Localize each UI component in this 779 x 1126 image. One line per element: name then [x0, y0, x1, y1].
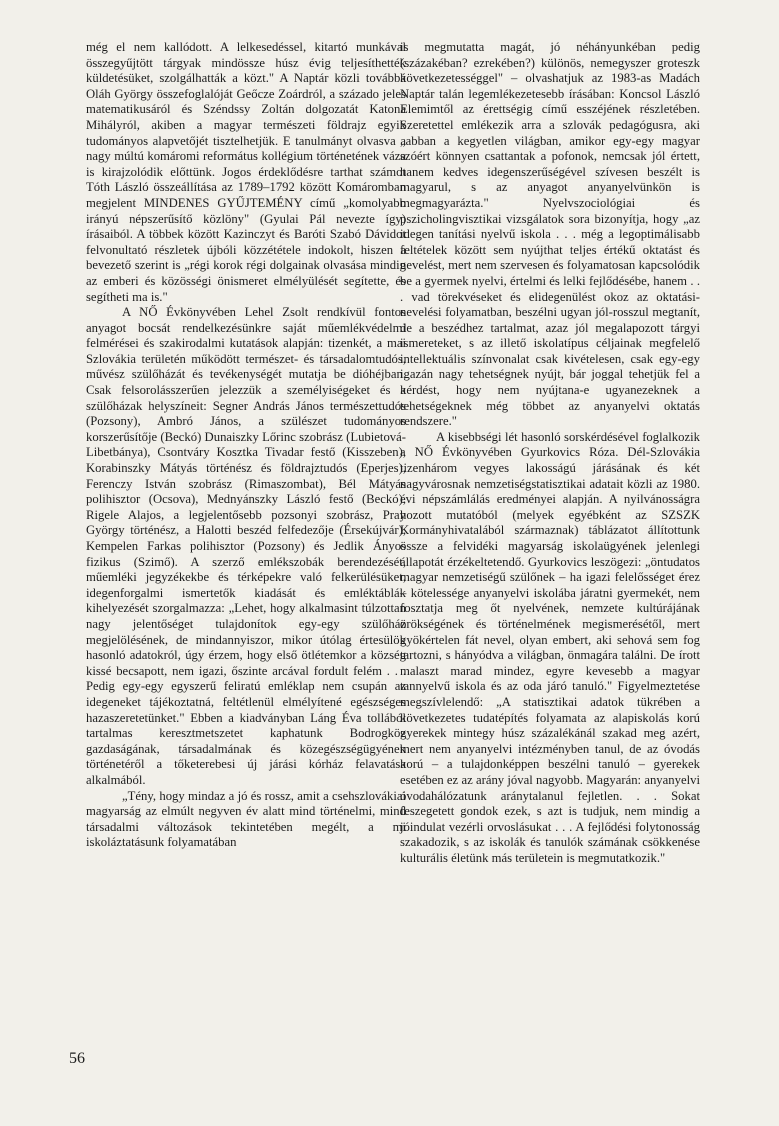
paragraph: még el nem kallódott. A lelkesedéssel, kitartó munkával összegyűjtött tárgyak mindössze húsz évig teljesíthették küldetésüket, szolgálhatták a közt." A Naptár közli továbbá Oláh György összefoglalóját Geőcze Zoárdról, a százado jeles matematikusáról és Széndssy Zoltán dolgozatát Katona Mihályról, akiben a magyar természeti földrajz egyik tudományos alapvetőjét tisztelhetjük. E tanulmányt olvasva a nagy múltú komáromi református kollégium történetének váza is kirajzolódik előttünk. Jogos érdeklődésre tarthat számot Tóth László összeállítása az 1789–1792 között Komáromban megjelent MINDENES GYŰJTEMÉNY című „komolyabb irányú népszerűsítő közlöny" (Gyulai Pál nevezte így) írásaiból. A többek között Kazinczyt és Baróti Szabó Dávidot felvonultató részletek újbóli közzététele indokolt, hiszen a bevezető szerint is „régi korok régi dolgainak olvasása mindig az emberi és közösségi önismeret elmélyülését segítette, és segítheti ma is." [86, 40, 406, 304]
paragraph: A NŐ Évkönyvében Lehel Zsolt rendkívül fontos anyagot bocsát rendelkezésünkre saját műemlékvédelmi felmérései és szakirodalmi kutatások alapján: tizenkét, a mai Szlovákia területén működött természet- és társadalomtudós, művész szülőházát és tevékenységét mutatja be dióhéjban. Csak felsorolásszerűen jelezzük a személyiségeket és a szülőházak helyszíneit: Segner András János természettudós (Pozsony), Ambró János, a szülészet tudományos korszerűsítője (Beckó) Dunaiszky Lőrinc szobrász (Lubietová-Libetbánya), Csontváry Kosztka Tivadar festő (Kisszeben), Korabinszky Mátyás történész és földrajztudós (Eperjes), Ferenczy István szobrász (Rimaszombat), Bél Mátyás polihisztor (Ocsova), Mednyánszky László festő (Beckó), Rigele Alajos, a legjelentősebb pozsonyi szobrász, Pray György történész, a Halotti beszéd felfedezője (Érsekújvár), Kempelen Farkas polihisztor (Pozsony) és Jedlik Ányos fizikus (Szimő). A szerző emlékszobák berendezését, műemléki jegyzékekbe és térképekre való felkerülésüket, idegenforgalmi ismertetők kiadását és emléktáblák kihelyezését szorgalmazza: „Lehet, hogy alkalmasint túlzottan nagy jelentőséget tulajdonítok egy-egy szülőház megjelölésének, de mindannyiszor, mikor útólag értesülök hasonló adatokról, úgy érzem, hogy első ötlétemkor a község kissé becsapott, nem igazi, őszinte arcával fordult felém . . . Pedig egy-egy egyszerű feliratú emléklap nem csupán az idegeneket tájékoztatná, feltétlenül elmélyítené egészséges hazaszeretetünket." Ebben a kiadványban Láng Éva tollából tartalmas keresztmetszetet kaphatunk Bodrogköz gazdaságának, társadalmának és közegészségügyének történetéről a tőketerebesi új járási kórház felavatása alkalmából. [86, 305, 406, 787]
right-column [400, 40, 700, 866]
paragraph: is megmutatta magát, jó néhányunkéban pedig (százakéban? ezrekében?) különös, nemegyszer groteszk következetességgel" – olvashatjuk az 1983-as Madách Naptár talán legemlékezetesebb írásában: Koncsol László Elemimtől az érettségig című esszéjének részletében. Szeretettel emlékezik arra a szlovák pedagógusra, aki „abban a kegyetlen világban, amikor egy-egy magyar szóért könnyen csattantak a pofonok, nemcsak jól értett, hanem kedves idegenszerűségével szívesen beszélt is magyarul, s az anyagot anyanyelvünkön is megmagyarázta." Nyelvszociológiai és pszicholingvisztikai vizsgálatok sora bizonyítja, hogy „az idegen tanítási nyelvű iskola . . . még a legoptimálisabb feltételek között sem nyújthat teljes értékű oktatást és nevelést, mert nem szervesen és folyamatosan kapcsolódik be a gyermek nyelvi, értelmi és lelki fejlődésébe, hanem . . . vad törekvéseket és elidegenülést okoz az oktatási-nevelési folyamatban, beszélni ugyan jól-rosszul megtanít, de a beszédhez tartalmat, azaz jól megalapozott tárgyi ismereteket, s az illető iskolatípus céljainak megfelelő intellektuális színvonalat csak kivételesen, csak egy-egy igazán nagy tehetségnek nyújt, bár joggal tehetjük fel a kérdést, hogy nem nyújtana-e ugyanezeknek a tehetségeknek még többet az anyanyelvi oktatás rendszere." [400, 40, 700, 429]
paragraph: „Tény, hogy mindaz a jó és rossz, amit a csehszlovákiai magyarság az elmúlt negyven év alatt mind történelmi, mind társadalmi változások tekintetében megélt, a mi iskoláztatásunk folyamatában [86, 788, 406, 850]
left-column [86, 40, 406, 851]
page-number: 56 [69, 1050, 85, 1067]
paragraph: A kisebbségi lét hasonló sorskérdésével foglalkozik a NŐ Évkönyvében Gyurkovics Róza. Dél-Szlovákia tizenhárom vegyes lakosságú járásának és két nagyvárosnak nemzetiségstatisztikai adatait közli az 1980. évi népszámlálás eredményei alapján. A nyilvánosságra hozott mutatóból (melyek egyébként az SZSZK Kormányhivatalából származnak) táblázatot állítottunk össze a felvidéki magyarság iskolaügyének jelenlegi állapotát érzékeltetendő. Gyurkovics leszögezi: „öntudatos magyar nemzetiségű szülőnek – ha igazi felelősséget érez – kötelessége anyanyelvi iskolába járatni gyermekét, nem fosztatja meg őt nyelvének, nemzete kultúrájának örökségének és történelmének megismerésétől, mert gyökértelen fát nevel, olyan embert, aki sehová sem fog tartozni, s hányódva a világban, önmagára találni. De írott malaszt marad mindez, egyre kevesebb a magyar tannyelvű iskola és az oda járó tanuló." Figyelmeztetése megszívlelendő: „A statisztikai adatok tükrében a következetes tudatépítés folyamata az alapiskolás korú gyerekek mintegy húsz százalékánál szakad meg azért, mert nem anyanyelvi intézményben tanul, de az óvodás korú – a tulajdonképpen beszélni tanuló – gyerekek esetében ez az arány jóval nagyobb. Magyarán: anyanyelvi óvodahálózatunk aránytalanul fejletlen. . . Sokat feszegetett gondok ezek, s azt is tudjuk, nem mindig a jóindulat vezérli orvoslásukat . . . A fejlődési folytonosság szakadozik, s az iskolák és tanulók számának csökkenése kulturális életünk más területein is megmutatkozik." [400, 429, 700, 865]
